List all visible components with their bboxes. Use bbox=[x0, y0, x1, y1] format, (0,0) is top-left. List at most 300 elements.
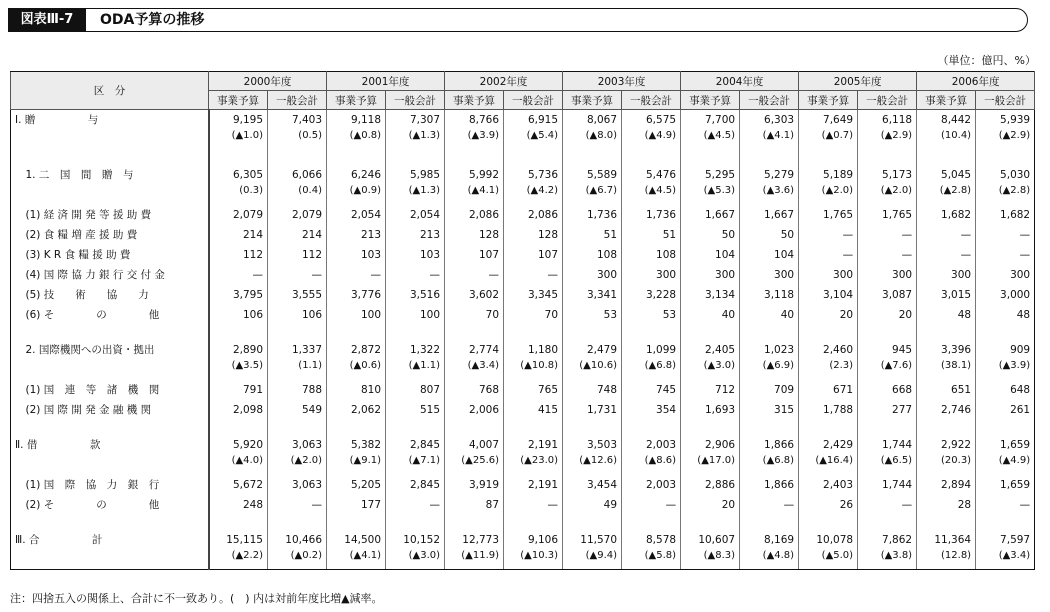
subheader-general-account: 一般会計 bbox=[976, 91, 1035, 110]
value-cell: — bbox=[622, 495, 681, 515]
value-cell bbox=[563, 150, 622, 165]
value-cell: 7,307 bbox=[386, 110, 445, 130]
change-rate-cell: (▲10.6) bbox=[563, 360, 622, 380]
value-cell bbox=[917, 515, 976, 530]
row-label: (4) 国 際 協 力 銀 行 交 付 金 bbox=[11, 265, 209, 285]
value-cell bbox=[209, 515, 268, 530]
value-cell: 2,191 bbox=[504, 435, 563, 455]
value-cell: 106 bbox=[209, 305, 268, 325]
value-cell: — bbox=[858, 225, 917, 245]
value-cell: 1,866 bbox=[740, 475, 799, 495]
value-cell: 2,906 bbox=[681, 435, 740, 455]
value-cell: 5,476 bbox=[622, 165, 681, 185]
value-cell bbox=[740, 515, 799, 530]
value-cell: 648 bbox=[976, 380, 1035, 400]
value-cell: 5,939 bbox=[976, 110, 1035, 130]
value-cell: 6,246 bbox=[327, 165, 386, 185]
value-cell: 5,295 bbox=[681, 165, 740, 185]
value-cell: 7,403 bbox=[268, 110, 327, 130]
value-cell bbox=[917, 325, 976, 340]
value-cell bbox=[504, 325, 563, 340]
value-cell: 3,063 bbox=[268, 435, 327, 455]
value-cell: 1,682 bbox=[976, 205, 1035, 225]
value-cell: 2,062 bbox=[327, 400, 386, 420]
value-cell: 50 bbox=[740, 225, 799, 245]
value-cell: 6,305 bbox=[209, 165, 268, 185]
value-cell: 549 bbox=[268, 400, 327, 420]
value-cell: 9,195 bbox=[209, 110, 268, 130]
change-rate-cell: (▲3.4) bbox=[445, 360, 504, 380]
value-cell: — bbox=[740, 495, 799, 515]
value-cell: 810 bbox=[327, 380, 386, 400]
value-cell: 1,682 bbox=[917, 205, 976, 225]
value-cell: 651 bbox=[917, 380, 976, 400]
row-label: Ⅰ. 贈 与 bbox=[11, 110, 209, 130]
value-cell: 14,500 bbox=[327, 530, 386, 550]
change-rate-cell: (▲7.1) bbox=[386, 455, 445, 475]
subheader-business-budget: 事業予算 bbox=[445, 91, 504, 110]
value-cell: — bbox=[504, 265, 563, 285]
value-cell: 4,007 bbox=[445, 435, 504, 455]
value-cell bbox=[740, 150, 799, 165]
value-cell bbox=[917, 420, 976, 435]
value-cell: 2,003 bbox=[622, 475, 681, 495]
row-label: 1. 二 国 間 贈 与 bbox=[11, 165, 209, 185]
value-cell: 5,382 bbox=[327, 435, 386, 455]
change-rate-cell: (20.3) bbox=[917, 455, 976, 475]
value-cell: 15,115 bbox=[209, 530, 268, 550]
value-cell: 50 bbox=[681, 225, 740, 245]
value-cell: 40 bbox=[740, 305, 799, 325]
value-cell: — bbox=[858, 245, 917, 265]
value-cell: 8,766 bbox=[445, 110, 504, 130]
change-rate-cell: (10.4) bbox=[917, 130, 976, 150]
value-cell: 3,063 bbox=[268, 475, 327, 495]
change-rate-cell: (▲1.1) bbox=[386, 360, 445, 380]
value-cell: 5,736 bbox=[504, 165, 563, 185]
value-cell: 7,862 bbox=[858, 530, 917, 550]
value-cell: 3,795 bbox=[209, 285, 268, 305]
value-cell bbox=[563, 515, 622, 530]
row-label: (1) 国 際 協 力 銀 行 bbox=[11, 475, 209, 495]
value-cell bbox=[976, 325, 1035, 340]
value-cell bbox=[976, 420, 1035, 435]
change-rate-cell: (▲12.6) bbox=[563, 455, 622, 475]
change-rate-cell: (0.4) bbox=[268, 185, 327, 205]
table-row bbox=[11, 305, 1035, 325]
value-cell: 103 bbox=[386, 245, 445, 265]
value-cell: 248 bbox=[209, 495, 268, 515]
value-cell bbox=[504, 515, 563, 530]
value-cell: 668 bbox=[858, 380, 917, 400]
table-row bbox=[11, 185, 1035, 205]
value-cell: 5,045 bbox=[917, 165, 976, 185]
value-cell bbox=[209, 325, 268, 340]
year-header: 2005年度 bbox=[799, 72, 917, 91]
table-row bbox=[11, 205, 1035, 225]
change-rate-cell: (▲3.9) bbox=[445, 130, 504, 150]
change-rate-cell: (▲7.6) bbox=[858, 360, 917, 380]
value-cell: 5,279 bbox=[740, 165, 799, 185]
value-cell bbox=[504, 150, 563, 165]
value-cell: 3,345 bbox=[504, 285, 563, 305]
value-cell: 671 bbox=[799, 380, 858, 400]
value-cell bbox=[799, 150, 858, 165]
value-cell: 2,872 bbox=[327, 340, 386, 360]
subheader-general-account: 一般会計 bbox=[858, 91, 917, 110]
value-cell: 7,700 bbox=[681, 110, 740, 130]
value-cell bbox=[681, 150, 740, 165]
value-cell: 3,602 bbox=[445, 285, 504, 305]
value-cell: 2,429 bbox=[799, 435, 858, 455]
value-cell: 2,746 bbox=[917, 400, 976, 420]
value-cell: 5,589 bbox=[563, 165, 622, 185]
value-cell: 5,189 bbox=[799, 165, 858, 185]
change-rate-cell: (▲3.6) bbox=[740, 185, 799, 205]
value-cell: 112 bbox=[209, 245, 268, 265]
change-rate-cell: (▲4.1) bbox=[445, 185, 504, 205]
subheader-business-budget: 事業予算 bbox=[681, 91, 740, 110]
value-cell: 107 bbox=[445, 245, 504, 265]
subheader-general-account: 一般会計 bbox=[740, 91, 799, 110]
value-cell: 315 bbox=[740, 400, 799, 420]
change-rate-cell: (▲4.5) bbox=[681, 130, 740, 150]
value-cell: 300 bbox=[858, 265, 917, 285]
value-cell: 1,731 bbox=[563, 400, 622, 420]
value-cell: 2,479 bbox=[563, 340, 622, 360]
value-cell: 2,086 bbox=[445, 205, 504, 225]
value-cell bbox=[858, 515, 917, 530]
change-rate-cell: (▲5.8) bbox=[622, 550, 681, 570]
table-row bbox=[11, 495, 1035, 515]
value-cell: 1,765 bbox=[858, 205, 917, 225]
value-cell: 2,054 bbox=[327, 205, 386, 225]
value-cell: 53 bbox=[622, 305, 681, 325]
value-cell: 20 bbox=[799, 305, 858, 325]
value-cell: 103 bbox=[327, 245, 386, 265]
row-label bbox=[11, 360, 209, 380]
value-cell: — bbox=[386, 265, 445, 285]
value-cell: 300 bbox=[681, 265, 740, 285]
value-cell: 3,134 bbox=[681, 285, 740, 305]
figure-badge: 図表Ⅲ-7 bbox=[8, 8, 86, 32]
value-cell: 214 bbox=[268, 225, 327, 245]
value-cell: 5,920 bbox=[209, 435, 268, 455]
value-cell bbox=[209, 150, 268, 165]
value-cell: 3,341 bbox=[563, 285, 622, 305]
value-cell: 9,106 bbox=[504, 530, 563, 550]
change-rate-cell: (▲9.1) bbox=[327, 455, 386, 475]
table-row bbox=[11, 420, 1035, 435]
value-cell: 2,922 bbox=[917, 435, 976, 455]
value-cell: — bbox=[386, 495, 445, 515]
value-cell: 3,228 bbox=[622, 285, 681, 305]
value-cell: 28 bbox=[917, 495, 976, 515]
value-cell bbox=[740, 325, 799, 340]
value-cell bbox=[799, 420, 858, 435]
change-rate-cell: (12.8) bbox=[917, 550, 976, 570]
change-rate-cell: (2.3) bbox=[799, 360, 858, 380]
value-cell bbox=[622, 420, 681, 435]
row-label bbox=[11, 325, 209, 340]
value-cell: 104 bbox=[740, 245, 799, 265]
value-cell: 791 bbox=[209, 380, 268, 400]
value-cell: 11,570 bbox=[563, 530, 622, 550]
change-rate-cell: (38.1) bbox=[917, 360, 976, 380]
change-rate-cell: (▲0.2) bbox=[268, 550, 327, 570]
subheader-business-budget: 事業予算 bbox=[563, 91, 622, 110]
value-cell: 1,180 bbox=[504, 340, 563, 360]
year-header: 2001年度 bbox=[327, 72, 445, 91]
subheader-general-account: 一般会計 bbox=[386, 91, 445, 110]
value-cell: 7,649 bbox=[799, 110, 858, 130]
row-label bbox=[11, 150, 209, 165]
value-cell: 7,597 bbox=[976, 530, 1035, 550]
value-cell: 3,087 bbox=[858, 285, 917, 305]
value-cell: 2,191 bbox=[504, 475, 563, 495]
value-cell: 8,442 bbox=[917, 110, 976, 130]
value-cell: 1,744 bbox=[858, 435, 917, 455]
value-cell: 20 bbox=[681, 495, 740, 515]
value-cell: 51 bbox=[622, 225, 681, 245]
year-header-row bbox=[11, 72, 1035, 91]
change-rate-cell: (▲2.8) bbox=[917, 185, 976, 205]
value-cell bbox=[268, 150, 327, 165]
table-row bbox=[11, 475, 1035, 495]
change-rate-cell: (▲2.9) bbox=[858, 130, 917, 150]
change-rate-cell: (▲4.1) bbox=[740, 130, 799, 150]
value-cell: 10,466 bbox=[268, 530, 327, 550]
change-rate-cell: (▲1.3) bbox=[386, 130, 445, 150]
value-cell bbox=[563, 420, 622, 435]
value-cell: 1,337 bbox=[268, 340, 327, 360]
value-cell: 945 bbox=[858, 340, 917, 360]
value-cell: 768 bbox=[445, 380, 504, 400]
value-cell: 807 bbox=[386, 380, 445, 400]
table-row bbox=[11, 380, 1035, 400]
value-cell: 5,985 bbox=[386, 165, 445, 185]
value-cell: 354 bbox=[622, 400, 681, 420]
value-cell: 6,915 bbox=[504, 110, 563, 130]
value-cell: 1,765 bbox=[799, 205, 858, 225]
row-label: 2. 国際機関への出資・拠出 bbox=[11, 340, 209, 360]
value-cell bbox=[327, 515, 386, 530]
value-cell: — bbox=[445, 265, 504, 285]
subheader-business-budget: 事業予算 bbox=[327, 91, 386, 110]
change-rate-cell: (▲3.9) bbox=[976, 360, 1035, 380]
value-cell: 745 bbox=[622, 380, 681, 400]
value-cell: 51 bbox=[563, 225, 622, 245]
value-cell: — bbox=[976, 495, 1035, 515]
value-cell: 2,079 bbox=[209, 205, 268, 225]
table-row bbox=[11, 435, 1035, 455]
value-cell: 8,169 bbox=[740, 530, 799, 550]
change-rate-cell: (▲4.1) bbox=[327, 550, 386, 570]
value-cell bbox=[386, 325, 445, 340]
subheader-general-account: 一般会計 bbox=[504, 91, 563, 110]
value-cell: 261 bbox=[976, 400, 1035, 420]
page-title: ODA予算の推移 bbox=[100, 12, 205, 28]
value-cell: 49 bbox=[563, 495, 622, 515]
change-rate-cell: (▲3.0) bbox=[386, 550, 445, 570]
value-cell bbox=[622, 325, 681, 340]
value-cell: 8,578 bbox=[622, 530, 681, 550]
change-rate-cell: (▲10.3) bbox=[504, 550, 563, 570]
table-row bbox=[11, 245, 1035, 265]
change-rate-cell: (▲2.0) bbox=[799, 185, 858, 205]
table-row bbox=[11, 360, 1035, 380]
change-rate-cell: (▲1.3) bbox=[386, 185, 445, 205]
value-cell bbox=[976, 150, 1035, 165]
value-cell: 300 bbox=[917, 265, 976, 285]
year-header: 2006年度 bbox=[917, 72, 1035, 91]
value-cell: 2,098 bbox=[209, 400, 268, 420]
row-label: (1) 経 済 開 発 等 援 助 費 bbox=[11, 205, 209, 225]
table-row bbox=[11, 530, 1035, 550]
value-cell bbox=[209, 420, 268, 435]
change-rate-cell: (▲0.9) bbox=[327, 185, 386, 205]
row-label: (6) そ の 他 bbox=[11, 305, 209, 325]
value-cell bbox=[917, 150, 976, 165]
row-label bbox=[11, 130, 209, 150]
value-cell: 12,773 bbox=[445, 530, 504, 550]
value-cell: 3,516 bbox=[386, 285, 445, 305]
oda-budget-table bbox=[10, 71, 1035, 570]
value-cell bbox=[268, 420, 327, 435]
value-cell: 1,736 bbox=[622, 205, 681, 225]
table-row bbox=[11, 325, 1035, 340]
value-cell: 100 bbox=[386, 305, 445, 325]
subheader-business-budget: 事業予算 bbox=[799, 91, 858, 110]
change-rate-cell: (▲2.2) bbox=[209, 550, 268, 570]
table-row bbox=[11, 515, 1035, 530]
value-cell: 748 bbox=[563, 380, 622, 400]
value-cell: 1,736 bbox=[563, 205, 622, 225]
table-row bbox=[11, 550, 1035, 570]
value-cell: 3,776 bbox=[327, 285, 386, 305]
value-cell bbox=[858, 150, 917, 165]
change-rate-cell: (▲3.4) bbox=[976, 550, 1035, 570]
value-cell: 909 bbox=[976, 340, 1035, 360]
change-rate-cell: (▲2.0) bbox=[268, 455, 327, 475]
value-cell: 3,555 bbox=[268, 285, 327, 305]
value-cell: 1,659 bbox=[976, 435, 1035, 455]
value-cell: 3,503 bbox=[563, 435, 622, 455]
change-rate-cell: (▲5.4) bbox=[504, 130, 563, 150]
value-cell: 300 bbox=[563, 265, 622, 285]
value-cell: 3,000 bbox=[976, 285, 1035, 305]
value-cell: 213 bbox=[327, 225, 386, 245]
value-cell bbox=[681, 325, 740, 340]
value-cell: 1,667 bbox=[740, 205, 799, 225]
value-cell: 112 bbox=[268, 245, 327, 265]
table-row bbox=[11, 340, 1035, 360]
value-cell: 300 bbox=[622, 265, 681, 285]
row-label bbox=[11, 455, 209, 475]
value-cell bbox=[386, 515, 445, 530]
value-cell bbox=[563, 325, 622, 340]
value-cell: 415 bbox=[504, 400, 563, 420]
row-label: (1) 国 連 等 諸 機 関 bbox=[11, 380, 209, 400]
value-cell: 87 bbox=[445, 495, 504, 515]
value-cell: 2,054 bbox=[386, 205, 445, 225]
value-cell: 5,672 bbox=[209, 475, 268, 495]
value-cell: 10,607 bbox=[681, 530, 740, 550]
value-cell: 1,023 bbox=[740, 340, 799, 360]
value-cell: 2,886 bbox=[681, 475, 740, 495]
change-rate-cell: (▲23.0) bbox=[504, 455, 563, 475]
value-cell: — bbox=[917, 225, 976, 245]
row-label: Ⅱ. 借 款 bbox=[11, 435, 209, 455]
value-cell: 277 bbox=[858, 400, 917, 420]
value-cell: 70 bbox=[504, 305, 563, 325]
category-header: 区 分 bbox=[11, 72, 209, 110]
value-cell: 1,099 bbox=[622, 340, 681, 360]
change-rate-cell: (▲5.0) bbox=[799, 550, 858, 570]
change-rate-cell: (▲0.8) bbox=[327, 130, 386, 150]
change-rate-cell: (▲4.2) bbox=[504, 185, 563, 205]
table-row bbox=[11, 150, 1035, 165]
value-cell: 106 bbox=[268, 305, 327, 325]
value-cell: 788 bbox=[268, 380, 327, 400]
value-cell bbox=[740, 420, 799, 435]
value-cell: 5,030 bbox=[976, 165, 1035, 185]
value-cell bbox=[327, 420, 386, 435]
value-cell: 2,894 bbox=[917, 475, 976, 495]
table-row bbox=[11, 455, 1035, 475]
value-cell: 5,992 bbox=[445, 165, 504, 185]
value-cell: 2,845 bbox=[386, 435, 445, 455]
change-rate-cell: (▲25.6) bbox=[445, 455, 504, 475]
change-rate-cell: (▲5.3) bbox=[681, 185, 740, 205]
value-cell: 20 bbox=[858, 305, 917, 325]
change-rate-cell: (▲3.8) bbox=[858, 550, 917, 570]
value-cell: 2,845 bbox=[386, 475, 445, 495]
change-rate-cell: (▲8.6) bbox=[622, 455, 681, 475]
value-cell: 10,152 bbox=[386, 530, 445, 550]
value-cell bbox=[681, 515, 740, 530]
year-header: 2003年度 bbox=[563, 72, 681, 91]
value-cell: 300 bbox=[799, 265, 858, 285]
change-rate-cell: (▲6.8) bbox=[740, 455, 799, 475]
change-rate-cell: (▲17.0) bbox=[681, 455, 740, 475]
row-label bbox=[11, 515, 209, 530]
change-rate-cell: (▲6.9) bbox=[740, 360, 799, 380]
value-cell: 2,079 bbox=[268, 205, 327, 225]
change-rate-cell: (▲1.0) bbox=[209, 130, 268, 150]
table-row bbox=[11, 285, 1035, 305]
year-header: 2004年度 bbox=[681, 72, 799, 91]
value-cell: 6,575 bbox=[622, 110, 681, 130]
change-rate-cell: (▲2.0) bbox=[858, 185, 917, 205]
row-label bbox=[11, 420, 209, 435]
value-cell: 2,774 bbox=[445, 340, 504, 360]
row-label: (2) 国 際 開 発 金 融 機 関 bbox=[11, 400, 209, 420]
year-header: 2000年度 bbox=[209, 72, 327, 91]
value-cell: — bbox=[858, 495, 917, 515]
value-cell: 712 bbox=[681, 380, 740, 400]
change-rate-cell: (▲4.0) bbox=[209, 455, 268, 475]
table-row bbox=[11, 225, 1035, 245]
row-label bbox=[11, 185, 209, 205]
table-row bbox=[11, 265, 1035, 285]
value-cell: 3,015 bbox=[917, 285, 976, 305]
value-cell: 1,659 bbox=[976, 475, 1035, 495]
value-cell: 104 bbox=[681, 245, 740, 265]
value-cell: 70 bbox=[445, 305, 504, 325]
value-cell bbox=[445, 150, 504, 165]
value-cell: 3,118 bbox=[740, 285, 799, 305]
